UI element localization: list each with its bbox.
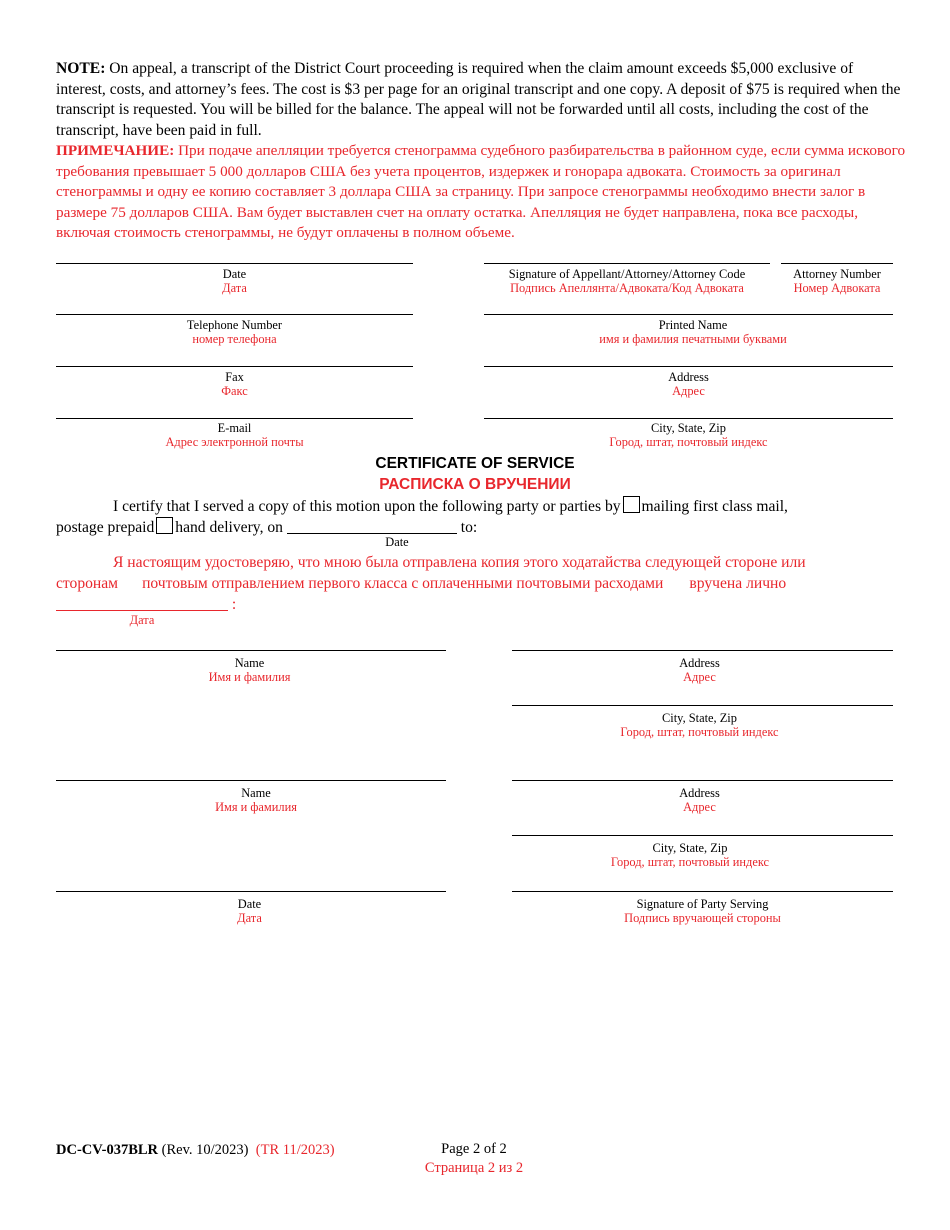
note-english xyxy=(56,59,906,141)
party1-name-label: Name Имя и фамилия xyxy=(208,656,291,684)
fax-label: Fax Факс xyxy=(221,370,248,398)
telephone-label: Telephone Number номер телефона xyxy=(186,318,283,346)
party1-city-label: City, State, Zip Город, штат, почтовый индекс xyxy=(620,711,779,739)
page-number: Page 2 of 2 xyxy=(441,1141,507,1157)
hand-delivery-checkbox[interactable] xyxy=(156,517,173,534)
certify-ru-line-1: Я настоящим удостоверяю, что мною была отправлена копия этого ходатайства следующей стороне или xyxy=(113,554,806,571)
party1-name-line[interactable] xyxy=(56,650,446,651)
party2-address-label: Address Адрес xyxy=(679,786,720,814)
party1-address-label: Address Адрес xyxy=(679,656,720,684)
party1-city-line[interactable] xyxy=(512,705,893,706)
party2-name-label: Name Имя и фамилия xyxy=(215,786,297,814)
service-date-line-ru[interactable] xyxy=(56,596,228,611)
page-number-ru: Страница 2 из 2 xyxy=(424,1160,524,1176)
email-line[interactable] xyxy=(56,418,413,419)
certify-line-2: postage prepaid hand delivery, on to: xyxy=(56,519,478,536)
signature-label: Signature of Appellant/Attorney/Attorney Code Подпись Апеллянта/Адвоката/Код Адвоката xyxy=(508,267,746,295)
date-label: Date Дата xyxy=(222,267,247,295)
form-code: DC-CV-037BLR (Rev. 10/2023) (TR 11/2023) xyxy=(56,1142,335,1158)
serving-date-line[interactable] xyxy=(56,891,446,892)
printed-name-label: Printed Name имя и фамилия печатными буквами xyxy=(599,318,787,346)
certificate-title-ru: РАСПИСКА О ВРУЧЕНИИ xyxy=(379,476,571,493)
city-label: City, State, Zip Город, штат, почтовый индекс xyxy=(609,421,768,449)
date-line[interactable] xyxy=(56,263,413,264)
certify-ru-line-3: : xyxy=(56,594,236,615)
city-line[interactable] xyxy=(484,418,893,419)
email-label: E-mail Адрес электронной почты xyxy=(165,421,304,449)
note-label: NOTE: xyxy=(56,60,106,77)
certify-line-1: I certify that I served a copy of this motion upon the following party or parties by mailing first class mail, xyxy=(113,498,788,515)
serving-signature-label: Signature of Party Serving Подпись вручающей стороны xyxy=(624,897,781,925)
party2-city-line[interactable] xyxy=(512,835,893,836)
printed-name-line[interactable] xyxy=(484,314,893,315)
party2-city-label: City, State, Zip Город, штат, почтовый индекс xyxy=(610,841,770,869)
address-line[interactable] xyxy=(484,366,893,367)
fax-line[interactable] xyxy=(56,366,413,367)
party2-address-line[interactable] xyxy=(512,780,893,781)
note-text: On appeal, a transcript of the District Court proceeding is required when the claim amount exceeds $5,000 exclusive of interest, costs, and attorney’s fees. The cost is $3 per page for an original transcript and one copy. A deposit of $75 is required when the transcript is requested. You will be billed for the balance. The appeal will not be forwarded until all costs, including the cost of the transcript, have been paid in full. xyxy=(56,60,901,139)
attorney-number-label: Attorney Number Номер Адвоката xyxy=(793,267,881,295)
party1-address-line[interactable] xyxy=(512,650,893,651)
certify-ru-line-2: сторонам почтовым отправлением первого класса с оплаченными почтовыми расходами вручена лично xyxy=(56,575,787,592)
service-date-label: Date xyxy=(385,535,409,549)
address-label: Address Адрес xyxy=(668,370,709,398)
telephone-line[interactable] xyxy=(56,314,413,315)
party2-name-line[interactable] xyxy=(56,780,446,781)
note-russian xyxy=(56,141,906,244)
service-date-label-ru: Дата xyxy=(129,613,155,627)
signature-line[interactable] xyxy=(484,263,770,264)
mail-checkbox[interactable] xyxy=(623,496,640,513)
note-text-ru: При подаче апелляции требуется стенограмма судебного разбирательства в районном суде, если сумма искового требования превышает 5 000 долларов США без учета процентов, издержек и гонорара адвоката. Стоимость за оригинал стенограммы и одну ее копию составляет 3 доллара США за страницу. При запросе стенограммы необходимо внести залог в размере 75 долларов США. Вам будет выставлен счет на оплату остатка. Апелляция не будет направлена, пока все расходы, включая стоимость стенограммы, не будут оплачены в полном объеме. xyxy=(56,142,906,241)
serving-signature-line[interactable] xyxy=(512,891,893,892)
certificate-title: CERTIFICATE OF SERVICE xyxy=(375,455,575,472)
service-date-line[interactable] xyxy=(287,519,457,534)
note-label-ru: ПРИМЕЧАНИЕ: xyxy=(56,142,175,159)
attorney-number-line[interactable] xyxy=(781,263,893,264)
serving-date-label: Date Дата xyxy=(237,897,262,925)
